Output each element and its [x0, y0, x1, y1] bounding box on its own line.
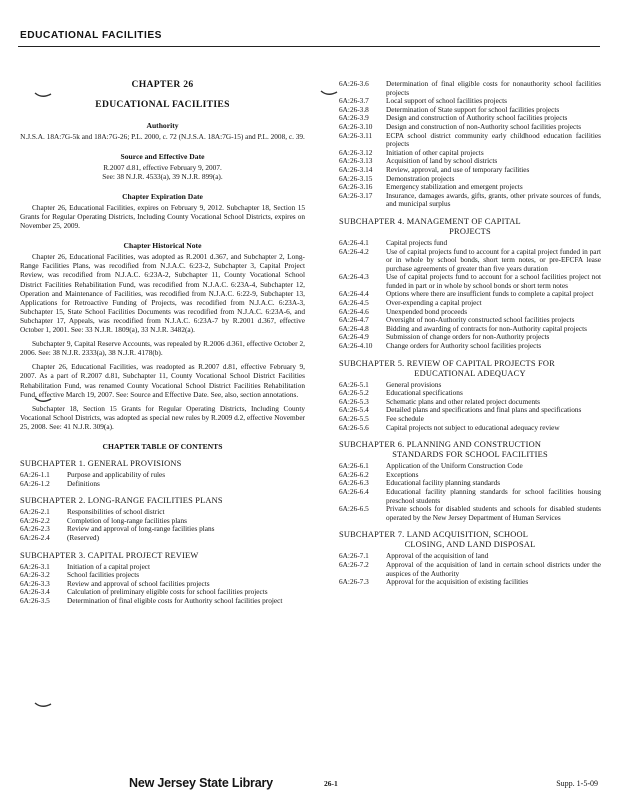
subchapter-heading [339, 359, 601, 379]
section-number: 6A:26-3.2 [20, 570, 50, 580]
section-number: 6A:26-3.1 [20, 561, 50, 571]
subchapter-title: SUBCHAPTER 7. LAND ACQUISITION, SCHOOL [339, 530, 529, 540]
toc-entry [339, 342, 601, 351]
section-number: 6A:26-7.2 [339, 559, 369, 569]
section-title: Initiation of a capital project [67, 561, 151, 571]
section-title: Over-expending a capital project [386, 298, 482, 308]
section-title: Insurance, damages awards, gifts, grants, other private sources of funds, and municipal surplus [386, 190, 601, 209]
toc-left [20, 459, 305, 606]
section-number: 6A:26-6.4 [339, 486, 369, 496]
section-number: 6A:26-5.4 [339, 405, 369, 415]
section-title: Private schools for disabled students and schools for disabled students operated by the New Jersey Department of Human Services [386, 504, 601, 522]
toc-entry [339, 406, 601, 415]
historical-paragraph: Subchapter 18, Section 15 Grants for Regular Operating Districts, Including County Vocational School Districts, was adopted as special new rules by R.2009 d.2, effective November 25, 2008. See: 41 N.J.R. 309(a). [20, 403, 305, 431]
subchapter-title-continued: EDUCATIONAL ADEQUACY [414, 368, 526, 378]
section-title: Educational facility planning standards [386, 478, 501, 488]
left-column [20, 74, 305, 606]
toc-right [339, 80, 601, 587]
toc-entry [339, 561, 601, 578]
section-number: 6A:26-2.1 [20, 507, 50, 517]
toc-list [339, 552, 601, 586]
subchapter-heading [20, 459, 305, 469]
section-title: Options where there are insufficient funds to complete a capital project [386, 289, 594, 299]
section-number: 6A:26-5.3 [339, 396, 369, 406]
section-number: 6A:26-7.3 [339, 577, 369, 587]
section-number: 6A:26-5.1 [339, 379, 369, 389]
historical-paragraph: Chapter 26, Educational Facilities, was readopted as R.2007 d.81, effective February 9, 2007. As a part of R.2007 d.81, Subchapter 11, County Vocational School District Facilities Rehabilitation Fund, was renamed County Vocational School District Facilities Rehabilitation Fund, effective March 19, 2007. See: Source and Effective Date. See, also, section annotations. [20, 362, 305, 399]
section-title: Detailed plans and specifications and final plans and specifications [386, 405, 582, 415]
margin-tick-mark [34, 700, 54, 710]
section-title: Application of the Uniform Construction Code [386, 461, 523, 471]
section-title: Educational specifications [386, 388, 463, 398]
toc-list [339, 80, 601, 209]
section-title: Determination of final eligible costs for Authority school facilities project [67, 595, 283, 605]
section-number: 6A:26-3.11 [339, 130, 373, 140]
section-title: Responsibilities of school district [67, 507, 165, 517]
section-number: 6A:26-3.10 [339, 121, 373, 131]
toc-entry [20, 563, 305, 572]
subchapter-heading [339, 440, 601, 460]
toc-entry [20, 471, 305, 480]
header-rule [18, 46, 600, 47]
section-number: 6A:26-6.3 [339, 478, 369, 488]
right-column [339, 78, 601, 587]
section-number: 6A:26-4.1 [339, 237, 369, 247]
section-number: 6A:26-3.15 [339, 173, 373, 183]
section-title: Change orders for Authority school facilities projects [386, 341, 542, 351]
subchapter-heading [339, 530, 601, 550]
section-title: Review and approval of school facilities projects [67, 578, 210, 588]
toc-entry [339, 248, 601, 274]
section-number: 6A:26-3.7 [339, 96, 369, 106]
subchapter-title-continued: PROJECTS [449, 226, 491, 236]
toc-entry [339, 462, 601, 471]
section-number: 6A:26-6.5 [339, 504, 369, 514]
section-title: Review and approval of long-range facilities plans [67, 524, 215, 534]
section-title: Initiation of other capital projects [386, 147, 484, 157]
expiration-text: Chapter 26, Educational Facilities, expires on February 9, 2012. Subchapter 18, Section 15 Grants for Regular Operating Districts, Including County Vocational School Districts, expires on November 25, 2009. [20, 203, 305, 231]
section-number: 6A:26-3.9 [339, 113, 369, 123]
section-number: 6A:26-7.1 [339, 551, 369, 561]
section-title: Definitions [67, 478, 100, 488]
subchapter-heading [20, 496, 305, 506]
chapter-number: CHAPTER 26 [131, 79, 194, 90]
authority-text: N.J.S.A. 18A:7G-5k and 18A:7G-26; P.L. 2000, c. 72 (N.J.S.A. 18A:7G-15) and P.L. 2008, c. 39. [20, 132, 305, 141]
toc-entry [339, 424, 601, 433]
toc-entry [339, 132, 601, 149]
section-number: 6A:26-3.3 [20, 578, 50, 588]
section-title: Approval of the acquisition of land [386, 551, 489, 561]
section-number: 6A:26-5.5 [339, 414, 369, 423]
toc-entry [339, 273, 601, 290]
section-title: Capital projects not subject to educational adequacy review [386, 422, 560, 432]
section-title: School facilities projects [67, 570, 140, 580]
section-number: 6A:26-1.1 [20, 469, 50, 479]
section-number: 6A:26-6.1 [339, 461, 369, 471]
section-title: Use of capital projects fund to account for a school facilities project not funded in part or in whole by school bonds or short term notes [386, 272, 601, 290]
section-title: Capital projects fund [386, 237, 448, 247]
section-number: 6A:26-4.2 [339, 246, 369, 256]
toc-list [20, 563, 305, 606]
toc-heading: CHAPTER TABLE OF CONTENTS [102, 441, 223, 451]
section-number: 6A:26-4.5 [339, 298, 369, 308]
subchapter-title-continued: STANDARDS FOR SCHOOL FACILITIES [392, 450, 548, 460]
toc-entry [339, 166, 601, 175]
section-number: 6A:26-3.16 [339, 182, 373, 192]
section-title: Purpose and applicability of rules [67, 469, 166, 479]
subchapter-heading [339, 217, 601, 237]
library-logo: New Jersey State Library [129, 776, 273, 790]
section-title: Determination of State support for school facilities projects [386, 104, 560, 114]
chapter-title: EDUCATIONAL FACILITIES [95, 99, 230, 110]
section-title: (Reserved) [67, 532, 100, 542]
section-number: 6A:26-3.17 [339, 190, 373, 200]
toc-list [20, 508, 305, 542]
section-number: 6A:26-3.6 [339, 79, 369, 88]
section-title: Schematic plans and other related project documents [386, 396, 540, 406]
section-title: Demonstration projects [386, 173, 455, 183]
toc-entry [20, 525, 305, 534]
toc-list [20, 471, 305, 488]
toc-entry [339, 192, 601, 209]
section-number: 6A:26-4.10 [339, 341, 373, 351]
section-title: Determination of final eligible costs for nonauthority school facilities projects [386, 79, 601, 97]
toc-list [339, 239, 601, 351]
source-heading: Source and Effective Date [120, 152, 205, 161]
subchapter-title: SUBCHAPTER 1. GENERAL PROVISIONS [20, 458, 182, 468]
source-line: R.2007 d.81, effective February 9, 2007. [103, 163, 222, 172]
historical-paragraph: Chapter 26, Educational Facilities, was adopted as R.2001 d.367, and Subchapter 2, Long-Range Facilities Plans, was recodified from N.J.A.C. 6:23-2, Subchapter 3, Capital Project Review, was recodified from N.J.A.C. 6:23A-2, Subchapter 11, County Vocational School District Facilities Rehabilitation Fund, was recodified from N.J.A.C. 6:23A-4, Subchapter 12, Operation and Maintenance of Facilities, was recodified from N.J.A.C. 6:22-9, Subchapter 13, Applications for Retroactive Funding of Projects, was recodified from N.J.A.C. 6:23A-3, Subchapter 15, State School Facilities Documents was recodified from N.J.A.C. 6:23A-6, and Subchapter 17, Appeals, was recodified from N.J.A.C. 6:23A-7 by R.2001 d.367, effective October 1, 2001. See: 33 N.J.R. 1809(a), 33 N.J.R. 3482(a). [20, 252, 305, 335]
section-number: 6A:26-4.9 [339, 332, 369, 342]
section-number: 6A:26-3.4 [20, 587, 50, 597]
section-number: 6A:26-6.2 [339, 469, 369, 479]
toc-entry [339, 299, 601, 308]
subchapter-title: SUBCHAPTER 6. PLANNING AND CONSTRUCTION [339, 440, 542, 450]
section-number: 6A:26-1.2 [20, 478, 50, 488]
toc-entry [339, 488, 601, 505]
toc-entry [20, 534, 305, 543]
historical-paragraph: Subchapter 9, Capital Reserve Accounts, was repealed by R.2006 d.361, effective October 2, 2006. See: 38 N.J.R. 2333(a), 38 N.J.R. 4178(b). [20, 339, 305, 358]
supplement-date: Supp. 1-5-09 [556, 779, 598, 788]
section-title: Oversight of non-Authority constructed school facilities projects [386, 315, 575, 325]
toc-entry [339, 505, 601, 522]
section-number: 6A:26-4.6 [339, 306, 369, 316]
section-number: 6A:26-2.3 [20, 524, 50, 534]
expiration-heading: Chapter Expiration Date [122, 192, 203, 201]
section-title: Review, approval, and use of temporary facilities [386, 164, 530, 174]
toc-entry [339, 80, 601, 97]
section-number: 6A:26-5.2 [339, 388, 369, 398]
section-number: 6A:26-4.8 [339, 323, 369, 333]
subchapter-title-continued: CLOSING, AND LAND DISPOSAL [404, 540, 536, 550]
section-title: Acquisition of land by school districts [386, 156, 498, 166]
subchapter-title: SUBCHAPTER 5. REVIEW OF CAPITAL PROJECTS FOR [339, 358, 555, 368]
toc-entry [339, 381, 601, 390]
toc-entry [20, 597, 305, 606]
section-title: Calculation of preliminary eligible costs for school facilities projects [67, 587, 268, 597]
toc-entry [20, 480, 305, 489]
section-title: Approval of the acquisition of land in certain school districts under the auspices of the Authority [386, 559, 601, 578]
section-number: 6A:26-2.4 [20, 532, 50, 542]
section-number: 6A:26-3.5 [20, 595, 50, 605]
subchapter-heading [20, 551, 305, 561]
section-title: Fee schedule [386, 414, 424, 423]
section-number: 6A:26-4.7 [339, 315, 369, 325]
section-number: 6A:26-3.14 [339, 164, 373, 174]
page-number: 26-1 [324, 779, 338, 788]
section-title: ECPA school district community early childhood education facilities projects [386, 130, 601, 149]
section-title: Emergency stabilization and emergent projects [386, 182, 523, 192]
section-title: Exceptions [386, 469, 419, 479]
section-title: Use of capital projects fund to account for a capital project funded in part or in whole by school bonds, short term notes, or pre-EFCFA lease purchase agreements of greater than five years duration [386, 246, 601, 273]
section-number: 6A:26-3.13 [339, 156, 373, 166]
toc-list [339, 462, 601, 522]
subchapter-title: SUBCHAPTER 4. MANAGEMENT OF CAPITAL [339, 216, 521, 226]
running-head: EDUCATIONAL FACILITIES [20, 30, 162, 41]
subchapter-title: SUBCHAPTER 2. LONG-RANGE FACILITIES PLANS [20, 496, 223, 506]
section-number: 6A:26-4.4 [339, 289, 369, 299]
section-title: Local support of school facilities projects [386, 96, 507, 106]
section-number: 6A:26-5.6 [339, 422, 369, 432]
section-number: 6A:26-4.3 [339, 272, 369, 282]
margin-tick-mark [320, 88, 340, 98]
section-number: 6A:26-2.2 [20, 515, 50, 525]
source-line: See: 38 N.J.R. 4533(a), 39 N.J.R. 899(a). [102, 172, 223, 181]
section-title: Completion of long-range facilities plans [67, 515, 187, 525]
authority-heading: Authority [146, 121, 179, 130]
section-title: Design and construction of Authority school facilities projects [386, 113, 568, 123]
section-title: General provisions [386, 379, 442, 389]
section-title: Submission of change orders for non-Authority projects [386, 332, 550, 342]
toc-list [339, 381, 601, 433]
section-title: Educational facility planning standards for school facilities housing preschool students [386, 486, 601, 505]
section-title: Unexpended bond proceeds [386, 306, 468, 316]
section-title: Bidding and awarding of contracts for non-Authority capital projects [386, 323, 588, 333]
section-title: Design and construction of non-Authority school facilities projects [386, 121, 582, 131]
subchapter-title: SUBCHAPTER 3. CAPITAL PROJECT REVIEW [20, 550, 199, 560]
section-number: 6A:26-3.12 [339, 147, 373, 157]
historical-note-heading: Chapter Historical Note [123, 241, 202, 251]
section-number: 6A:26-3.8 [339, 104, 369, 114]
section-title: Approval for the acquisition of existing facilities [386, 577, 529, 587]
toc-entry [339, 578, 601, 587]
